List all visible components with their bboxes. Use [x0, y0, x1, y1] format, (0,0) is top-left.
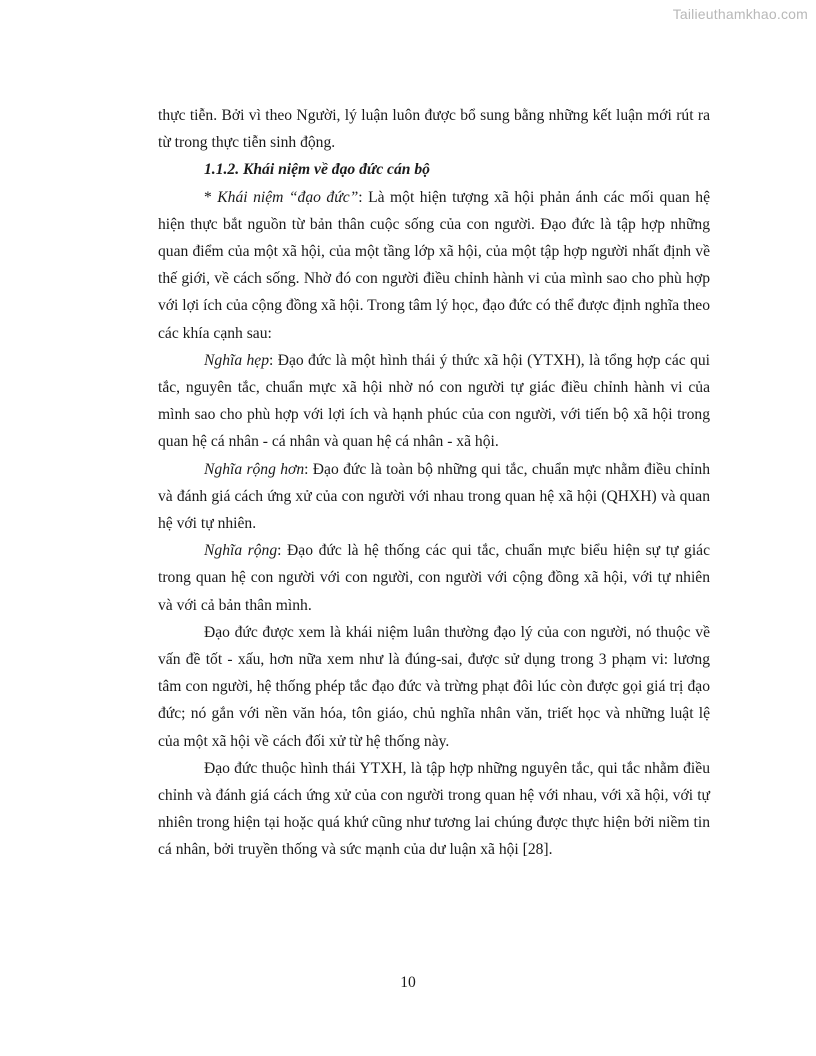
- watermark: Tailieuthamkhao.com: [672, 6, 808, 22]
- narrow-sense-text: : Đạo đức là một hình thái ý thức xã hội (YTXH), là tổng hợp các qui tắc, nguyên tắc, chuẩn mực xã hội nhờ nó con người tự giác điều chỉnh hành vi của mình sao cho phù hợp với lợi ích và hạnh phúc của con người, với tiến bộ xã hội trong quan hệ cá nhân - cá nhân và quan hệ cá nhân - xã hội.: [158, 351, 710, 451]
- paragraph-ethics-form: Đạo đức thuộc hình thái YTXH, là tập hợp những nguyên tắc, qui tắc nhằm điều chỉnh và đánh giá cách ứng xử của con người trong quan hệ với nhau, với xã hội, với tự nhiên trong hiện tại hoặc quá khứ cũng như tương lai chúng được thực hiện bởi niềm tin cá nhân, bởi truyền thống và sức mạnh của dư luận xã hội [28].: [158, 759, 710, 859]
- broad-sense-text: : Đạo đức là hệ thống các qui tắc, chuẩn mực biểu hiện sự tự giác trong quan hệ con người với con người, con người với cộng đồng xã hội, với tự nhiên và với cả bản thân mình.: [158, 542, 711, 614]
- broader-sense-text: : Đạo đức là toàn bộ những qui tắc, chuẩn mực nhằm điều chỉnh và đánh giá cách ứng xử của con người với nhau trong quan hệ xã hội (QHXH) và quan hệ với tự nhiên.: [158, 460, 710, 533]
- definition-text: : Là một hiện tượng xã hội phản ánh các mối quan hệ hiện thực bắt nguồn từ bản thân cuộc sống của con người. Đạo đức là tập hợp những quan điểm của một xã hội, của một tầng lớp xã hội, của một tập hợp người nhất định về thế giới, về cách sống. Nhờ đó con người điều chỉnh hành vi của mình sao cho phù hợp với lợi ích của cộng đồng xã hội. Trong tâm lý học, đạo đức có thể được định nghĩa theo các khía cạnh sau:: [158, 188, 710, 342]
- bullet-mark: *: [204, 188, 218, 206]
- paragraph-definition: [158, 184, 710, 347]
- paragraph-broad-sense: [158, 537, 710, 619]
- body-text: [158, 102, 710, 864]
- page-number: 10: [400, 974, 416, 991]
- term-khai-niem-dao-duc: Khái niệm “đạo đức”: [217, 188, 359, 206]
- section-heading: 1.1.2. Khái niệm về đạo đức cán bộ: [204, 161, 430, 179]
- paragraph-ethics-concept: Đạo đức được xem là khái niệm luân thường đạo lý của con người, nó thuộc về vấn đề tốt - xấu, hơn nữa xem như là đúng-sai, được sử dụng trong 3 phạm vi: lương tâm con người, hệ thống phép tắc đạo đức và trừng phạt đôi lúc còn được gọi giá trị đạo đức; nó gắn với nền văn hóa, tôn giáo, chủ nghĩa nhân văn, triết học và những luật lệ của một xã hội về cách đối xử từ hệ thống này.: [158, 623, 710, 750]
- term-nghia-hep: Nghĩa hẹp: [204, 351, 270, 369]
- term-nghia-rong-hon: Nghĩa rộng hơn: [204, 460, 305, 478]
- paragraph-broader-sense: [158, 456, 710, 538]
- paragraph-narrow-sense: [158, 347, 710, 456]
- paragraph-continuation: thực tiễn. Bởi vì theo Người, lý luận luôn được bổ sung bằng những kết luận mới rút ra từ trong thực tiễn sinh động.: [158, 107, 710, 152]
- term-nghia-rong: Nghĩa rộng: [204, 542, 278, 560]
